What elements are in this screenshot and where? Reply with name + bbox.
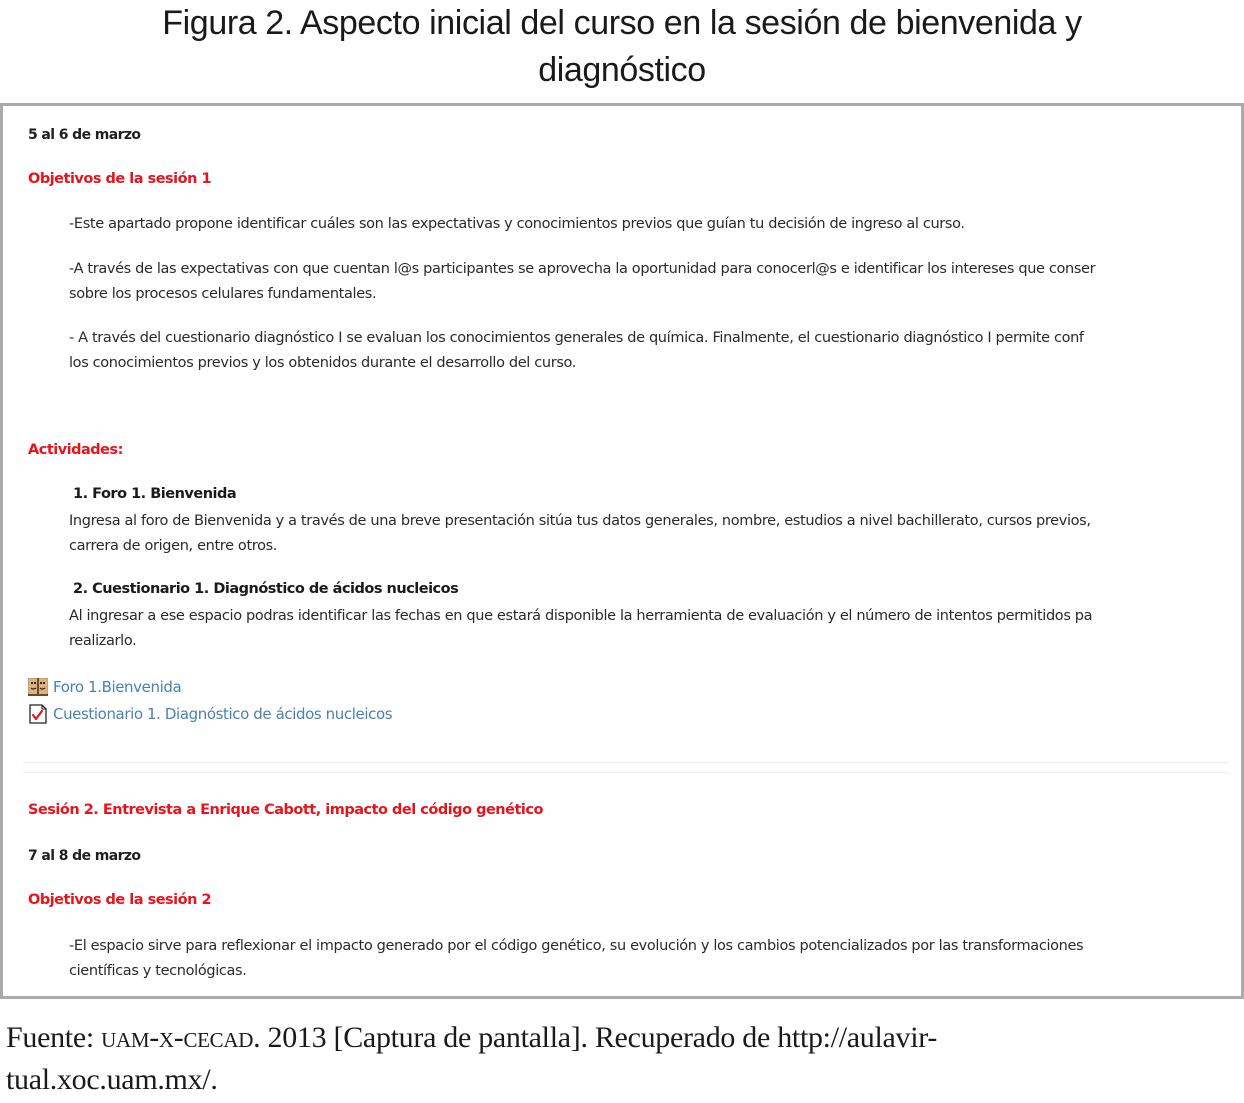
activity-1-line-2: carrera de origen, entre otros. xyxy=(69,538,278,554)
session2-objective-line-2: científicas y tecnológicas. xyxy=(69,963,247,979)
session2-objective-line-1: -El espacio sirve para reflexionar el impacto generado por el código genético, su evolución y los cambios potencializados por las transformaciones xyxy=(69,938,1084,954)
session2-heading: Sesión 2. Entrevista a Enrique Cabott, impacto del código genético xyxy=(28,802,543,818)
objective-2-line-2: sobre los procesos celulares fundamentales. xyxy=(69,286,377,302)
source-line-2: tual.xoc.uam.mx/. xyxy=(6,1063,218,1096)
figure-title-line-1: Figura 2. Aspecto inicial del curso en la sesión de bienvenida y xyxy=(162,4,1082,42)
section-separator-bottom xyxy=(23,772,1229,773)
session2-date: 7 al 8 de marzo xyxy=(28,848,141,864)
forum-icon xyxy=(28,677,48,697)
quiz-link-cuestionario-1[interactable] xyxy=(28,704,392,724)
activity-2-line-1: Al ingresar a ese espacio podras identificar las fechas en que estará disponible la herramienta de evaluación y el número de intentos permitidos pa xyxy=(69,608,1093,624)
session1-objective-3 xyxy=(69,326,1084,376)
figure-caption-title xyxy=(0,0,1244,94)
quiz-icon xyxy=(28,704,48,724)
course-content xyxy=(3,106,1241,996)
activity-2-line-2: realizarlo. xyxy=(69,633,137,649)
session1-date: 5 al 6 de marzo xyxy=(28,127,141,143)
objective-3-line-2: los conocimientos previos y los obtenidos durante el desarrollo del curso. xyxy=(69,355,577,371)
course-screenshot-frame xyxy=(0,103,1244,999)
source-line-1 xyxy=(6,1017,1242,1059)
figure-source-caption xyxy=(6,1017,1242,1101)
activities-heading: Actividades: xyxy=(28,442,123,458)
forum-link-foro-1-bienvenida[interactable] xyxy=(28,677,181,697)
source-organization: uam-x-cecad xyxy=(101,1021,254,1054)
objective-1-line-1: -Este apartado propone identificar cuáles son las expectativas y conocimientos previos que guían tu decisión de ingreso al curso. xyxy=(69,216,965,232)
session1-objectives-heading: Objetivos de la sesión 1 xyxy=(28,171,212,187)
activity-1-line-1: Ingresa al foro de Bienvenida y a través de una breve presentación sitúa tus datos generales, nombre, estudios a nivel bachillerato, cursos previos, xyxy=(69,513,1091,529)
session1-objective-2 xyxy=(69,257,1095,307)
objective-2-line-1: -A través de las expectativas con que cuentan l@s participantes se aprovecha la oportunidad para conocerl@s e identificar los intereses que conser xyxy=(69,261,1096,277)
source-prefix: Fuente: xyxy=(6,1021,102,1054)
activity-1-title: 1. Foro 1. Bienvenida xyxy=(73,486,237,502)
section-separator-top xyxy=(23,762,1229,763)
session2-objectives-heading: Objetivos de la sesión 2 xyxy=(28,892,212,908)
quiz-link-label[interactable]: Cuestionario 1. Diagnóstico de ácidos nucleicos xyxy=(53,705,393,723)
session2-objective-1 xyxy=(69,934,1083,984)
activity-2-description xyxy=(69,604,1092,654)
source-line-1-rest: . 2013 [Captura de pantalla]. Recuperado de http://aulavir- xyxy=(253,1021,938,1054)
activity-2-title: 2. Cuestionario 1. Diagnóstico de ácidos nucleicos xyxy=(73,581,459,597)
figure-title-line-2: diagnóstico xyxy=(538,51,706,89)
activity-1-description xyxy=(69,509,1091,559)
session1-objective-1 xyxy=(69,212,965,237)
objective-3-line-1: - A través del cuestionario diagnóstico I se evaluan los conocimientos generales de química. Finalmente, el cuestionario diagnóstico I permite conf xyxy=(69,330,1084,346)
forum-link-label[interactable]: Foro 1.Bienvenida xyxy=(53,678,182,696)
